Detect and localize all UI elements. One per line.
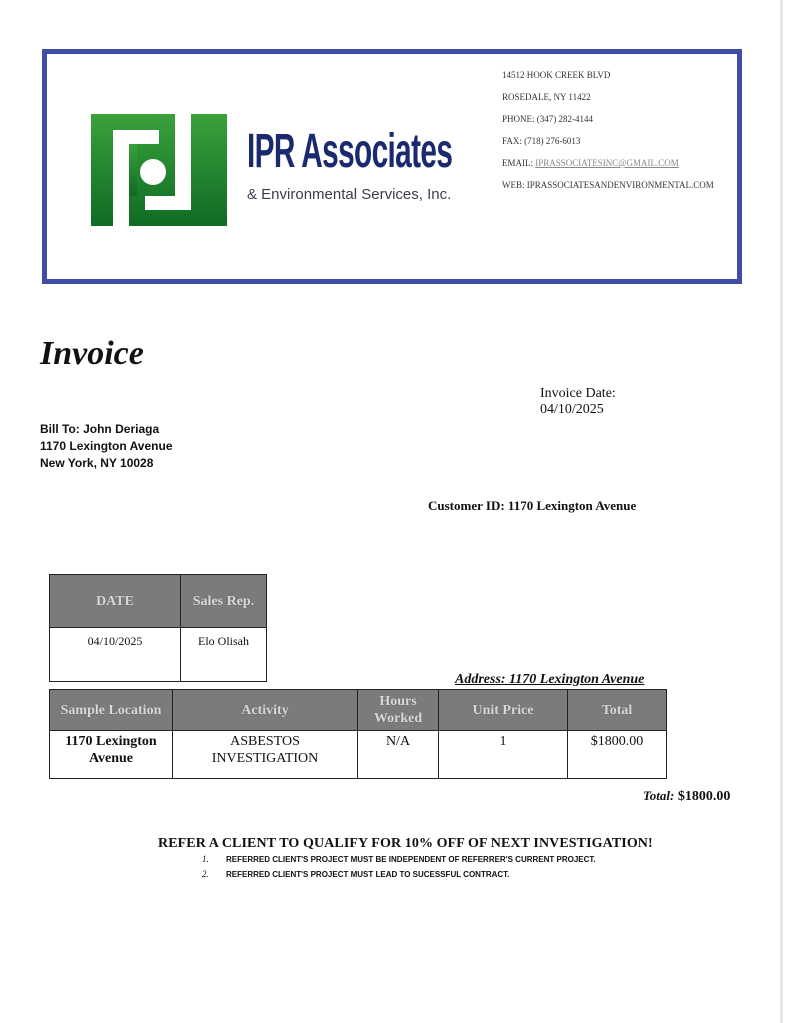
company-logo-icon (91, 114, 227, 226)
header-sales-rep: Sales Rep. (181, 575, 267, 628)
cell-sales-rep: Elo Olisah (181, 628, 267, 682)
email-row (502, 156, 714, 178)
line-items-table (49, 689, 667, 779)
cell-unit-price: 1 (439, 731, 568, 779)
letterhead (42, 49, 742, 284)
invoice-date-value: 04/10/2025 (540, 402, 604, 417)
rule-text: REFERRED CLIENT'S PROJECT MUST BE INDEPENDENT OF REFERRER'S CURRENT PROJECT. (226, 855, 596, 864)
cell-activity (173, 731, 358, 779)
location-line-2: Avenue (88, 751, 134, 766)
rule-text: REFERRED CLIENT'S PROJECT MUST LEAD TO SUCESSFUL CONTRACT. (226, 870, 510, 879)
company-name: IPR Associates (247, 125, 453, 178)
invoice-date (540, 386, 616, 418)
total-label: Total: (643, 788, 675, 803)
fax: FAX: (718) 276-6013 (502, 136, 581, 146)
customer-id: Customer ID: 1170 Lexington Avenue (428, 498, 637, 513)
cell-date: 04/10/2025 (50, 628, 181, 682)
bill-to-name: Bill To: John Deriaga (40, 422, 160, 436)
rule-number: 1. (202, 854, 209, 864)
list-item (202, 852, 596, 867)
table-row (50, 731, 667, 779)
referral-rules (202, 852, 596, 882)
bill-to-city: New York, NY 10028 (40, 456, 154, 470)
page-edge (780, 0, 783, 1023)
header-date: DATE (50, 575, 181, 628)
rule-number: 2. (202, 869, 209, 879)
cell-hours: N/A (358, 731, 439, 779)
location-line-1: 1170 Lexington (65, 734, 157, 749)
phone: PHONE: (347) 282-4144 (502, 114, 593, 124)
page-title: Invoice (40, 335, 144, 372)
cell-total: $1800.00 (568, 731, 667, 779)
bill-to (40, 421, 173, 472)
address-line-2: ROSEDALE, NY 11422 (502, 92, 591, 102)
company-tagline: & Environmental Services, Inc. (247, 186, 452, 203)
header-hours-worked: Hours Worked (358, 690, 439, 731)
website: WEB: IPRASSOCIATESANDENVIRONMENTAL.COM (502, 180, 714, 190)
company-contact (502, 68, 714, 200)
date-sales-rep-table (49, 574, 267, 682)
header-total: Total (568, 690, 667, 731)
referral-heading: REFER A CLIENT TO QUALIFY FOR 10% OFF OF NEXT INVESTIGATION! (158, 836, 653, 851)
total-value: $1800.00 (677, 789, 731, 804)
bill-to-street: 1170 Lexington Avenue (40, 439, 173, 453)
header-unit-price: Unit Price (439, 690, 568, 731)
activity-line-2: INVESTIGATION (211, 751, 319, 766)
email-label: EMAIL: (502, 158, 536, 168)
invoice-date-label: Invoice Date: (540, 386, 616, 401)
invoice-total (643, 788, 730, 805)
address-line-1: 14512 HOOK CREEK BLVD (502, 70, 611, 80)
header-sample-location: Sample Location (50, 690, 173, 731)
activity-line-1: ASBESTOS (230, 734, 300, 749)
list-item (202, 867, 596, 882)
header-activity: Activity (173, 690, 358, 731)
service-address: Address: 1170 Lexington Avenue (455, 672, 645, 687)
cell-sample-location (50, 731, 173, 779)
email-link[interactable]: IPRASSOCIATESINC@GMAIL.COM (535, 158, 679, 168)
